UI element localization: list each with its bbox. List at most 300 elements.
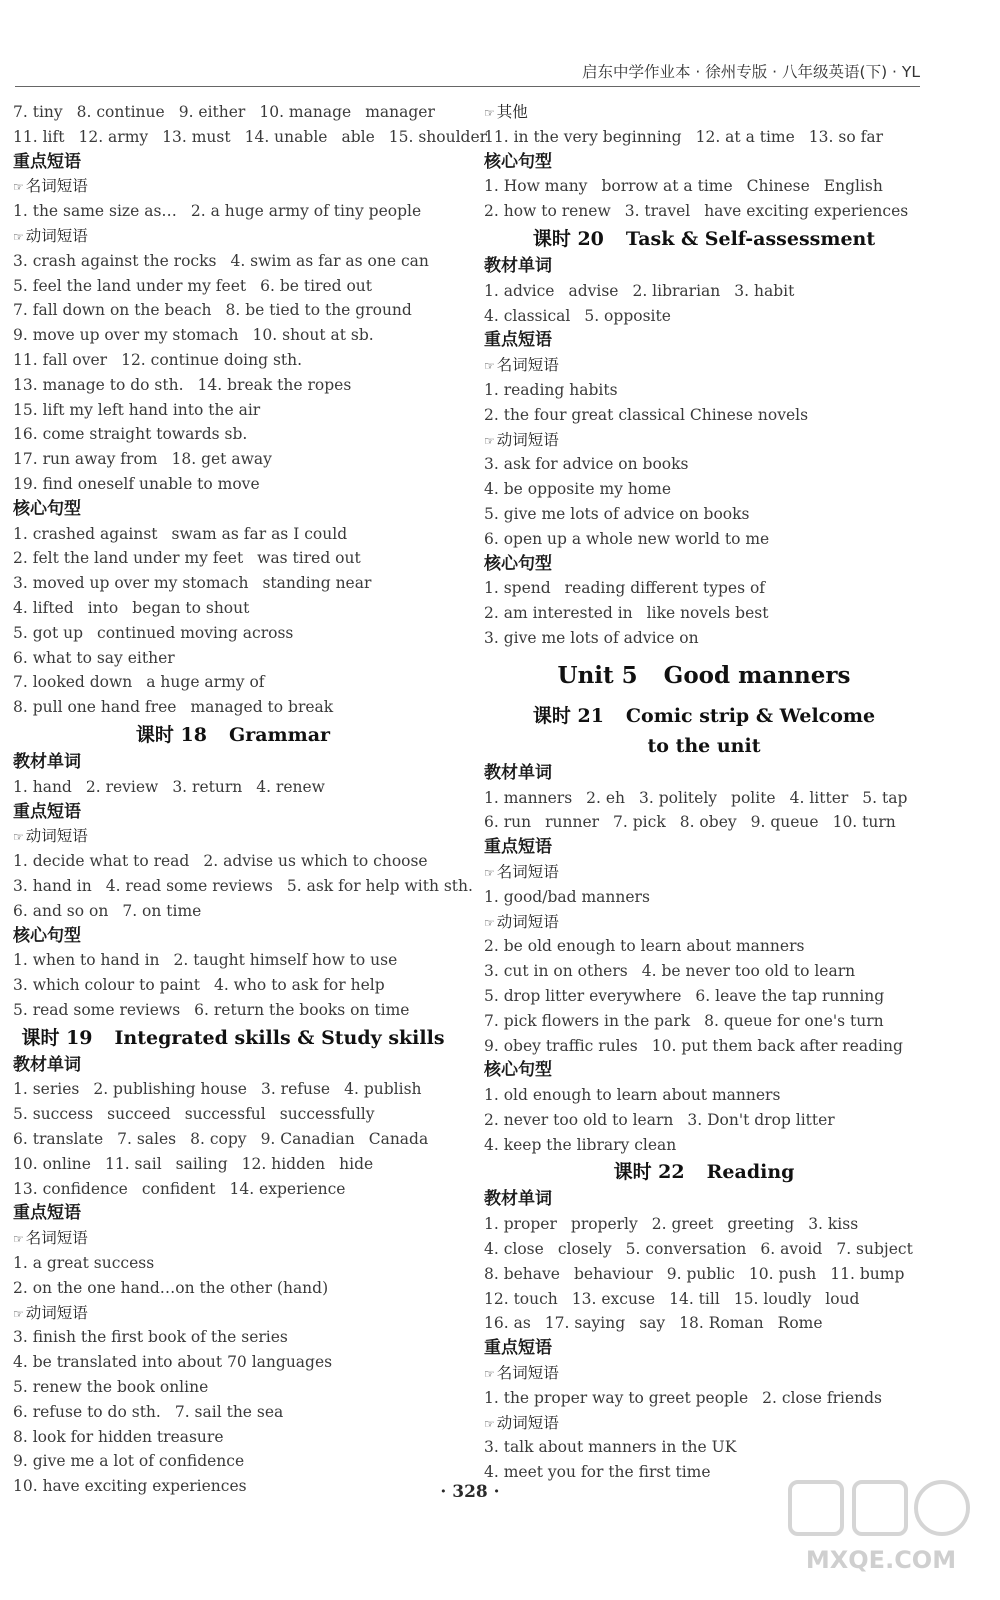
answer-item: 7. subject xyxy=(836,1240,913,1259)
answer-item: began to shout xyxy=(132,598,250,617)
answer-item: 1. decide what to read xyxy=(13,852,190,871)
answer-line xyxy=(13,571,453,596)
answer-item: 7. fall down on the beach xyxy=(13,301,212,320)
answer-item: 16. come straight towards sb. xyxy=(13,425,248,444)
answer-item: 8. pull one hand free xyxy=(13,698,177,717)
answer-item: 1. series xyxy=(13,1080,80,1099)
header-rule xyxy=(15,86,920,87)
answer-item: 10. manage xyxy=(259,103,352,121)
watermark-box-2 xyxy=(854,1482,906,1534)
watermark-logo xyxy=(786,1478,976,1578)
answer-line xyxy=(13,1177,453,1202)
lesson-name: Reading xyxy=(706,1161,795,1184)
subsection-heading xyxy=(484,353,924,378)
answer-item: 12. hidden xyxy=(241,1154,326,1173)
answer-line xyxy=(484,304,924,329)
lesson-number: 课时 20 xyxy=(532,227,604,250)
answer-item: 8. obey xyxy=(679,813,737,832)
answer-item: confident xyxy=(141,1179,216,1198)
answer-item: 4. keep the library clean xyxy=(484,1135,677,1154)
answer-line xyxy=(13,546,453,571)
answer-item: swam as far as I could xyxy=(171,524,348,543)
answer-line xyxy=(484,934,924,959)
section-heading: 重点短语 xyxy=(13,151,81,172)
lesson-title xyxy=(484,1157,924,1187)
answer-item: 18. get away xyxy=(171,450,272,469)
answer-line xyxy=(484,984,924,1009)
answer-line xyxy=(13,125,488,150)
answer-item: 1. a great success xyxy=(13,1254,155,1273)
lesson-name: Grammar xyxy=(228,723,331,746)
answer-item: 7. on time xyxy=(122,901,202,920)
answer-item: 15. shoulder xyxy=(388,127,488,146)
answer-item: 1. How many xyxy=(484,177,588,196)
pointing-hand-icon: ☞ xyxy=(484,359,495,374)
lesson-number: 课时 18 xyxy=(135,723,207,746)
answer-item: 15. lift my left hand into the air xyxy=(13,400,261,419)
answer-item: 9. give me a lot of confidence xyxy=(13,1452,245,1471)
answer-item: 1. reading habits xyxy=(484,380,618,399)
lesson-number: 课时 21 xyxy=(532,704,604,727)
answer-line xyxy=(13,522,453,547)
pointing-hand-icon: ☞ xyxy=(13,830,24,845)
section-heading: 重点短语 xyxy=(13,1203,81,1224)
answer-item: 1. advice xyxy=(484,281,555,300)
pointing-hand-icon: ☞ xyxy=(484,1367,495,1382)
answer-line xyxy=(484,1133,924,1158)
answer-line xyxy=(484,378,924,403)
answer-item: 7. pick xyxy=(613,813,666,832)
answer-line xyxy=(484,125,924,150)
answer-item: 3. finish the first book of the series xyxy=(13,1328,288,1347)
section-heading: 重点短语 xyxy=(484,837,552,858)
answer-item: 3. cut in on others xyxy=(484,962,628,981)
answer-item: 2. a huge army of tiny people xyxy=(190,202,422,221)
answer-item: 14. experience xyxy=(229,1179,346,1198)
answer-item: 4. litter xyxy=(789,788,849,807)
subsection-heading xyxy=(484,1361,924,1386)
section-heading: 核心句型 xyxy=(484,553,552,574)
answer-line xyxy=(13,274,453,299)
answer-item: 4. close xyxy=(484,1240,544,1259)
pointing-hand-icon: ☞ xyxy=(484,106,495,120)
answer-line xyxy=(13,646,453,671)
answer-line xyxy=(13,1449,453,1474)
answer-item: 2. close friends xyxy=(762,1388,883,1407)
answer-item: 1. manners xyxy=(484,788,573,807)
answer-item: 3. crash against the rocks xyxy=(13,251,217,270)
answer-item: into xyxy=(87,598,119,617)
answer-item: successful xyxy=(184,1105,266,1124)
answer-item: polite xyxy=(731,788,776,807)
lesson-title xyxy=(484,701,924,731)
answer-line xyxy=(484,1083,924,1108)
answer-item: 3. travel xyxy=(624,202,691,221)
answer-line xyxy=(13,849,453,874)
answer-item: Canada xyxy=(368,1130,429,1149)
answer-item: 14. till xyxy=(669,1289,720,1308)
answer-item: 2. taught himself how to use xyxy=(173,951,398,970)
answer-item: 1. the same size as… xyxy=(13,202,177,221)
answer-item: sailing xyxy=(175,1154,228,1173)
answer-item: was tired out xyxy=(257,549,361,568)
answer-line xyxy=(13,1077,453,1102)
answer-item: 4. classical xyxy=(484,306,571,325)
answer-line xyxy=(484,576,924,601)
pointing-hand-icon: ☞ xyxy=(13,1232,24,1247)
subsection-label: 动词短语 xyxy=(25,1303,88,1322)
answer-item: 3. which colour to paint xyxy=(13,976,200,995)
answer-item: 9. move up over my stomach xyxy=(13,326,239,345)
pointing-hand-icon: ☞ xyxy=(484,865,495,880)
section-heading: 核心句型 xyxy=(484,151,552,172)
subsection-heading xyxy=(484,910,924,935)
watermark-box-1 xyxy=(790,1482,842,1534)
answer-item: 18. Roman xyxy=(679,1314,764,1333)
subsection-heading xyxy=(13,824,453,849)
answer-item: 2. on the one hand…on the other (hand) xyxy=(13,1278,329,1297)
answer-line xyxy=(13,1375,453,1400)
answer-item: 5. read some reviews xyxy=(13,1000,181,1019)
subsection-label: 动词短语 xyxy=(496,430,559,449)
answer-item: 12. continue doing sth. xyxy=(121,350,303,369)
answer-item: 2. am interested in xyxy=(484,604,633,623)
answer-item: 3. ask for advice on books xyxy=(484,455,689,474)
answer-item: say xyxy=(639,1314,666,1333)
answer-item: advise xyxy=(568,281,619,300)
answer-item: 1. hand xyxy=(13,777,72,796)
lesson-title xyxy=(484,224,924,254)
answer-line xyxy=(13,298,453,323)
answer-item: 6. run xyxy=(484,813,532,832)
pointing-hand-icon: ☞ xyxy=(13,229,24,244)
answer-item: 2. the four great classical Chinese novels xyxy=(484,405,809,424)
answer-item: 3. kiss xyxy=(808,1215,859,1234)
answer-item: continued moving across xyxy=(97,623,294,642)
subsection-label: 名词短语 xyxy=(496,1364,559,1383)
answer-line xyxy=(13,998,453,1023)
answer-item: English xyxy=(823,177,883,196)
answer-line xyxy=(484,1237,924,1262)
pointing-hand-icon: ☞ xyxy=(13,1306,24,1321)
section-heading: 核心句型 xyxy=(484,1060,552,1081)
answer-item: 3. Don't drop litter xyxy=(687,1110,835,1129)
answer-item: 13. excuse xyxy=(571,1289,656,1308)
answer-item: runner xyxy=(545,813,600,832)
answer-item: 5. opposite xyxy=(584,306,671,325)
section-heading: 重点短语 xyxy=(484,1338,552,1359)
answer-item: 19. find oneself unable to move xyxy=(13,474,260,493)
answer-item: 11. fall over xyxy=(13,350,108,369)
answer-item: 9. either xyxy=(178,103,246,121)
pointing-hand-icon: ☞ xyxy=(484,1416,495,1431)
subsection-heading xyxy=(13,174,453,199)
answer-line xyxy=(484,810,924,835)
answer-item: a huge army of xyxy=(146,673,265,692)
section-heading: 教材单词 xyxy=(13,1054,81,1075)
answer-line xyxy=(13,695,453,720)
answer-line xyxy=(13,973,453,998)
lesson-title xyxy=(13,720,453,750)
watermark-text: MXQE.COM xyxy=(805,1546,957,1574)
answer-item: 8. continue xyxy=(76,103,165,121)
answer-item: hide xyxy=(339,1154,374,1173)
answer-item: 7. pick flowers in the park xyxy=(484,1011,691,1030)
answer-item: 12. at a time xyxy=(695,127,795,146)
subsection-label: 动词短语 xyxy=(25,226,88,245)
answer-item: 10. online xyxy=(13,1154,91,1173)
answer-item: 9. public xyxy=(666,1264,735,1283)
unit-name: Good manners xyxy=(663,661,851,689)
answer-item: 5. feel the land under my feet xyxy=(13,276,247,295)
answer-item: 9. queue xyxy=(750,813,819,832)
answer-line xyxy=(13,422,453,447)
answer-item: 14. unable xyxy=(244,127,328,146)
answer-item: 1. the proper way to greet people xyxy=(484,1388,749,1407)
answer-item: 2. how to renew xyxy=(484,202,611,221)
answer-item: greeting xyxy=(727,1215,795,1234)
answer-line xyxy=(13,398,453,423)
answer-item: 8. behave xyxy=(484,1264,560,1283)
answer-item: 2. advise us which to choose xyxy=(203,852,428,871)
answer-line xyxy=(13,948,453,973)
answer-item: 8. copy xyxy=(190,1130,247,1149)
subsection-label: 名词短语 xyxy=(25,1229,88,1248)
answer-item: 1. spend xyxy=(484,579,551,598)
answer-line xyxy=(13,1102,453,1127)
answer-item: closely xyxy=(557,1240,612,1259)
answer-item: 1. proper xyxy=(484,1215,557,1234)
answer-item: 2. greet xyxy=(651,1215,714,1234)
answer-line xyxy=(13,1152,453,1177)
answer-item: 10. turn xyxy=(832,813,896,832)
lesson-name: to the unit xyxy=(647,734,761,757)
section-heading: 核心句型 xyxy=(13,498,81,519)
subsection-heading xyxy=(13,224,453,249)
answer-line xyxy=(484,174,924,199)
unit-title xyxy=(484,651,924,701)
answer-line xyxy=(13,874,473,899)
answer-item: able xyxy=(341,127,375,146)
answer-item: 12. touch xyxy=(484,1289,558,1308)
answer-line xyxy=(484,1009,924,1034)
subsection-heading xyxy=(484,860,924,885)
answer-line xyxy=(13,1127,453,1152)
answer-item: properly xyxy=(570,1215,638,1234)
answer-item: 1. good/bad manners xyxy=(484,887,650,906)
answer-item: 15. loudly xyxy=(733,1289,812,1308)
answer-item: 5. drop litter everywhere xyxy=(484,986,682,1005)
answer-item: 1. old enough to learn about manners xyxy=(484,1086,781,1105)
subsection-heading xyxy=(484,1411,924,1436)
answer-item: 6. leave the tap running xyxy=(695,986,885,1005)
subsection-label: 其他 xyxy=(496,103,528,121)
answer-item: 5. ask for help with sth. xyxy=(286,876,473,895)
answer-line xyxy=(13,1400,453,1425)
answer-item: behaviour xyxy=(573,1264,653,1283)
answer-line xyxy=(484,1262,924,1287)
answer-item: Chinese xyxy=(746,177,810,196)
lesson-number: 课时 19 xyxy=(21,1026,93,1049)
answer-item: 8. be tied to the ground xyxy=(225,301,412,320)
answer-item: 9. Canadian xyxy=(260,1130,355,1149)
answer-line xyxy=(13,1251,453,1276)
answer-item: 5. got up xyxy=(13,623,84,642)
answer-line xyxy=(484,403,924,428)
answer-line xyxy=(13,472,453,497)
answer-item: 11. lift xyxy=(13,127,65,146)
answer-item: 14. break the ropes xyxy=(197,375,352,394)
answer-item: borrow at a time xyxy=(601,177,733,196)
subsection-label: 名词短语 xyxy=(496,862,559,881)
answer-item: successfully xyxy=(279,1105,375,1124)
answer-item: 3. give me lots of advice on xyxy=(484,628,699,647)
section-heading: 重点短语 xyxy=(484,330,552,351)
answer-item: 3. refuse xyxy=(260,1080,331,1099)
answer-line xyxy=(13,1325,453,1350)
answer-item: 12. army xyxy=(78,127,149,146)
answer-item: 9. obey traffic rules xyxy=(484,1036,638,1055)
answer-item: 17. run away from xyxy=(13,450,158,469)
pointing-hand-icon: ☞ xyxy=(484,433,495,448)
answer-item: 7. tiny xyxy=(13,103,63,121)
answer-item: manager xyxy=(365,103,435,121)
answer-line xyxy=(484,1386,924,1411)
answer-line xyxy=(13,447,453,472)
answer-line xyxy=(484,786,924,811)
subsection-heading xyxy=(13,1301,453,1326)
answer-item: 13. manage to do sth. xyxy=(13,375,184,394)
answer-line xyxy=(13,596,453,621)
lesson-name: Integrated skills & Study skills xyxy=(114,1026,445,1049)
answer-line xyxy=(13,621,453,646)
answer-item: 2. eh xyxy=(586,788,626,807)
answer-item: 5. give me lots of advice on books xyxy=(484,504,750,523)
answer-line xyxy=(13,1276,453,1301)
section-heading: 教材单词 xyxy=(484,255,552,276)
unit-number: Unit 5 xyxy=(557,661,638,689)
answer-item: 2. never too old to learn xyxy=(484,1110,674,1129)
answer-item: 13. must xyxy=(162,127,231,146)
answer-item: 11. bump xyxy=(830,1264,905,1283)
answer-item: 8. look for hidden treasure xyxy=(13,1427,224,1446)
answer-item: 13. confidence xyxy=(13,1179,128,1198)
answer-line xyxy=(484,1311,924,1336)
pointing-hand-icon: ☞ xyxy=(484,915,495,930)
answer-item: 3. habit xyxy=(734,281,795,300)
answer-item: 3. hand in xyxy=(13,876,92,895)
answer-item: 2. felt the land under my feet xyxy=(13,549,244,568)
answer-item: 10. push xyxy=(748,1264,817,1283)
answer-item: 6. avoid xyxy=(760,1240,823,1259)
answer-item: standing near xyxy=(262,574,372,593)
answer-item: 1. crashed against xyxy=(13,524,158,543)
answer-item: 2. be old enough to learn about manners xyxy=(484,937,805,956)
answer-line xyxy=(484,452,924,477)
page-number: · 328 · xyxy=(440,1482,500,1502)
answer-item: 11. sail xyxy=(104,1154,162,1173)
answer-line xyxy=(484,199,924,224)
answer-item: 7. sail the sea xyxy=(174,1402,284,1421)
answer-line xyxy=(13,348,453,373)
answer-line xyxy=(13,670,453,695)
answer-item: 4. be opposite my home xyxy=(484,480,672,499)
answer-item: 6. what to say either xyxy=(13,648,175,667)
answer-item: 11. in the very beginning xyxy=(484,127,682,146)
answer-item: 4. who to ask for help xyxy=(213,976,385,995)
subsection-heading xyxy=(13,1226,453,1251)
answer-item: like novels best xyxy=(646,604,769,623)
answer-item: 4. swim as far as one can xyxy=(230,251,429,270)
answer-item: reading different types of xyxy=(564,579,766,598)
answer-item: 5. conversation xyxy=(625,1240,747,1259)
answer-item: 4. read some reviews xyxy=(105,876,273,895)
answer-line xyxy=(484,885,924,910)
answer-item: 17. saying xyxy=(544,1314,626,1333)
answer-item: 16. as xyxy=(484,1314,531,1333)
answer-item: 6. be tired out xyxy=(260,276,373,295)
pointing-hand-icon: ☞ xyxy=(13,180,24,195)
answer-item: 2. publishing house xyxy=(93,1080,247,1099)
lesson-name: Comic strip & Welcome xyxy=(625,704,876,727)
answer-line xyxy=(484,477,924,502)
answer-item: 2. review xyxy=(85,777,159,796)
answer-item: 4. renew xyxy=(256,777,325,796)
answer-line xyxy=(484,1287,924,1312)
answer-item: 10. shout at sb. xyxy=(252,326,374,345)
answer-line xyxy=(13,775,453,800)
answer-item: 6. refuse to do sth. xyxy=(13,1402,161,1421)
answer-line xyxy=(484,601,924,626)
answer-item: loud xyxy=(825,1289,860,1308)
answer-line xyxy=(484,279,924,304)
section-heading: 教材单词 xyxy=(484,762,552,783)
answer-item: 6. return the books on time xyxy=(194,1000,410,1019)
answer-line xyxy=(13,373,453,398)
answer-line xyxy=(13,899,453,924)
answer-item: 10. have exciting experiences xyxy=(13,1477,247,1496)
answer-item: Rome xyxy=(777,1314,823,1333)
answer-line xyxy=(13,323,453,348)
answer-line xyxy=(484,1034,924,1059)
answer-item: 7. sales xyxy=(117,1130,177,1149)
answer-item: 6. and so on xyxy=(13,901,109,920)
answer-item: 5. renew the book online xyxy=(13,1378,209,1397)
subsection-label: 动词短语 xyxy=(496,1413,559,1432)
answer-line xyxy=(13,249,453,274)
answer-line xyxy=(484,1212,924,1237)
answer-item: 5. success xyxy=(13,1105,94,1124)
subsection-heading xyxy=(484,100,924,125)
section-heading: 教材单词 xyxy=(484,1189,552,1210)
watermark-circle xyxy=(916,1482,968,1534)
answer-item: 3. talk about manners in the UK xyxy=(484,1438,737,1457)
answer-line xyxy=(484,502,924,527)
answer-line xyxy=(484,959,924,984)
lesson-title xyxy=(13,1023,453,1053)
answer-item: 3. politely xyxy=(639,788,718,807)
answer-item: 2. librarian xyxy=(632,281,721,300)
answer-item: 4. publish xyxy=(344,1080,422,1099)
answer-item: 6. translate xyxy=(13,1130,104,1149)
answer-item: 3. return xyxy=(172,777,243,796)
subsection-label: 名词短语 xyxy=(496,356,559,375)
subsection-label: 动词短语 xyxy=(496,912,559,931)
answer-line xyxy=(13,199,453,224)
section-heading: 核心句型 xyxy=(13,925,81,946)
answer-item: 6. open up a whole new world to me xyxy=(484,529,770,548)
answer-item: 7. looked down xyxy=(13,673,133,692)
